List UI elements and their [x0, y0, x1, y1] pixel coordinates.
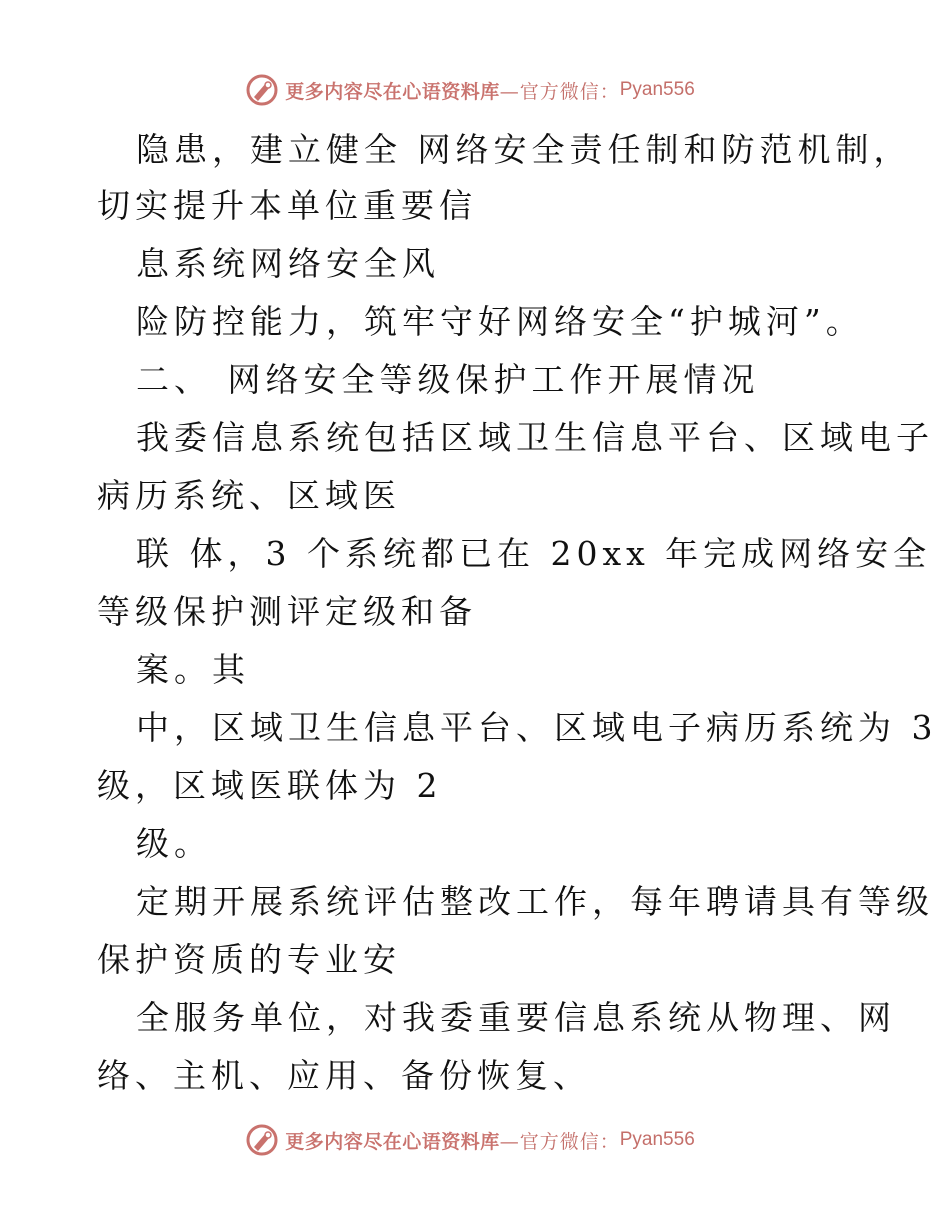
body-line: 险防控能力，筑牢守好网络安全“护城河”。: [136, 302, 864, 341]
header-banner: [0, 70, 950, 110]
footer-banner-id: Pyan556: [619, 1129, 695, 1150]
logo-icon: [245, 1123, 279, 1157]
body-line: 病历系统、区域医: [97, 476, 401, 515]
body-line: 保护资质的专业安: [97, 940, 401, 979]
footer-banner-sub: —官方微信：: [499, 1130, 620, 1153]
body-line: 联 体，3 个系统都已在 20xx 年完成网络安全: [136, 534, 932, 573]
body-line: 络、主机、应用、备份恢复、: [97, 1056, 591, 1095]
body-line: 等级保护测评定级和备: [97, 592, 477, 631]
body-line: 定期开展系统评估整改工作，每年聘请具有等级: [136, 882, 934, 921]
body-line: 我委信息系统包括区域卫生信息平台、区域电子: [136, 418, 934, 457]
header-banner-sub: —官方微信：: [499, 80, 620, 103]
header-banner-main: 更多内容尽在心语资料库: [285, 80, 500, 103]
body-line: 切实提升本单位重要信: [97, 186, 477, 225]
body-line: 级，区域医联体为 2: [97, 766, 443, 805]
body-line: 级。: [136, 824, 212, 863]
section-heading: 二、 网络安全等级保护工作开展情况: [136, 360, 760, 399]
body-line: 息系统网络安全风: [136, 244, 440, 283]
footer-banner-main: 更多内容尽在心语资料库: [285, 1130, 500, 1153]
header-banner-id: Pyan556: [619, 79, 695, 100]
footer-banner: [0, 1120, 950, 1160]
body-line: 隐患，建立健全 网络安全责任制和防范机制，: [136, 130, 912, 169]
body-line: 中，区域卫生信息平台、区域电子病历系统为 3: [136, 708, 938, 747]
body-line: 案。其: [136, 650, 250, 689]
logo-icon: [245, 73, 279, 107]
body-line: 全服务单位，对我委重要信息系统从物理、网: [136, 998, 896, 1037]
